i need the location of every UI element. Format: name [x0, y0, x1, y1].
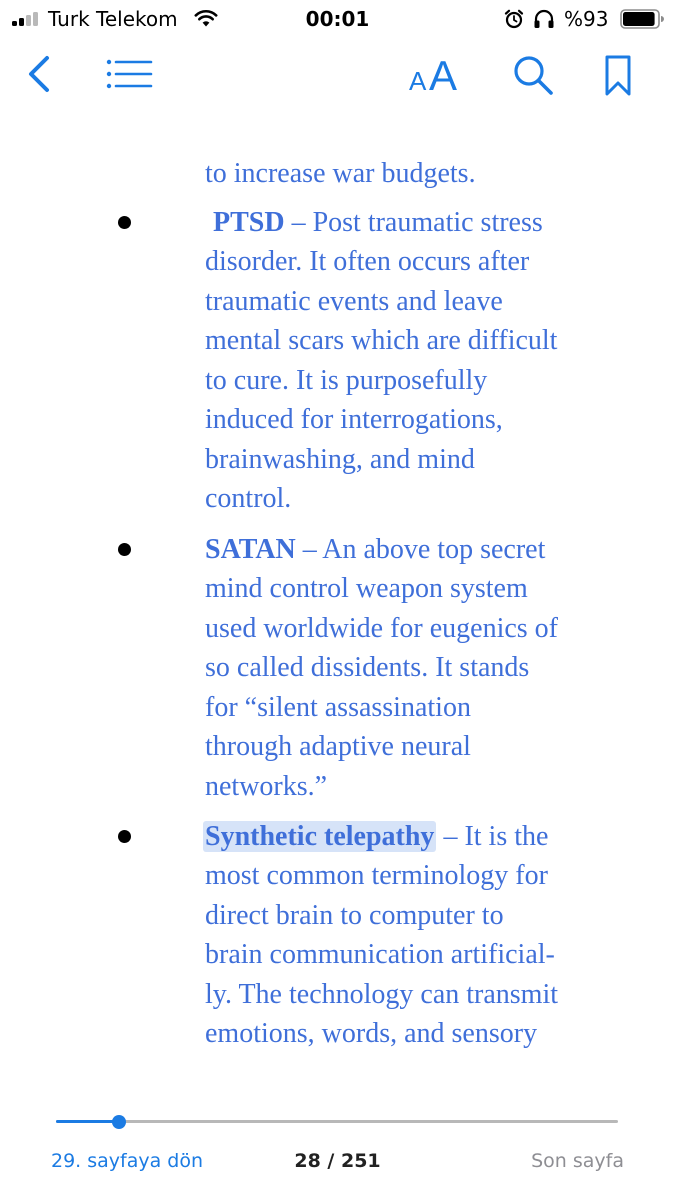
term-synthetic-telepathy-highlighted[interactable]: Synthetic telepathy: [205, 821, 435, 852]
list-item-first-line: [205, 530, 545, 570]
bookmark-icon[interactable]: [602, 54, 634, 98]
text-line: so called dissidents. It stands: [205, 652, 530, 683]
battery-icon: [620, 9, 664, 29]
text-line: brain communication artificial-: [205, 939, 555, 970]
text-line: mind control weapon system: [205, 573, 528, 604]
battery-percent: %93: [564, 7, 609, 31]
text-line: – It is the: [436, 821, 549, 852]
page-indicator: 28 / 251: [294, 1150, 381, 1172]
text-line: to increase war budgets.: [205, 158, 476, 189]
font-size-small-letter: A: [409, 66, 427, 96]
text-line: direct brain to computer to: [205, 900, 504, 931]
go-back-to-page-link[interactable]: 29. sayfaya dön: [51, 1150, 204, 1172]
text-line: to cure. It is purposefully: [205, 365, 488, 396]
list-item-first-line: [213, 203, 543, 243]
text-line: – Post traumatic stress: [284, 207, 543, 238]
text-line: ly. The technology can transmit: [205, 979, 559, 1010]
list-item-first-line: [205, 817, 548, 857]
text-line: most common terminology for: [205, 860, 548, 891]
text-line: – An above top secret: [295, 534, 546, 565]
search-icon[interactable]: [512, 54, 554, 96]
text-line: induced for interrogations,: [205, 404, 503, 435]
text-line: networks.”: [205, 771, 328, 802]
text-line: for “silent assassination: [205, 692, 471, 723]
text-line: mental scars which are difficult: [205, 325, 558, 356]
text-line: through adaptive neural: [205, 731, 471, 762]
text-line: emotions, words, and sensory: [205, 1018, 538, 1049]
carrier-name: Turk Telekom: [48, 7, 178, 31]
toc-icon[interactable]: [104, 56, 154, 92]
bullet-point: [118, 543, 131, 556]
text-line: brainwashing, and mind: [205, 444, 475, 475]
page-progress-slider[interactable]: [56, 1112, 618, 1132]
font-size-big-letter: A: [429, 52, 458, 99]
status-bar: [0, 0, 675, 40]
last-page-link[interactable]: Son sayfa: [531, 1150, 624, 1172]
text-line: traumatic events and leave: [205, 286, 503, 317]
bullet-point: [118, 216, 131, 229]
alarm-icon: [504, 9, 524, 29]
back-icon[interactable]: [22, 54, 56, 94]
bullet-point: [118, 830, 131, 843]
text-line: disorder. It often occurs after: [205, 246, 530, 277]
slider-track: [56, 1120, 618, 1123]
term-satan[interactable]: SATAN: [205, 534, 296, 565]
text-line: control.: [205, 483, 292, 514]
status-time: 00:01: [305, 7, 370, 31]
text-line: used worldwide for eugenics of: [205, 613, 559, 644]
headphones-icon: [533, 9, 555, 29]
font-size-icon[interactable]: [405, 50, 465, 99]
book-page[interactable]: [0, 150, 675, 1050]
slider-thumb[interactable]: [112, 1115, 126, 1129]
slider-fill: [56, 1120, 119, 1123]
term-ptsd[interactable]: PTSD: [213, 207, 285, 238]
